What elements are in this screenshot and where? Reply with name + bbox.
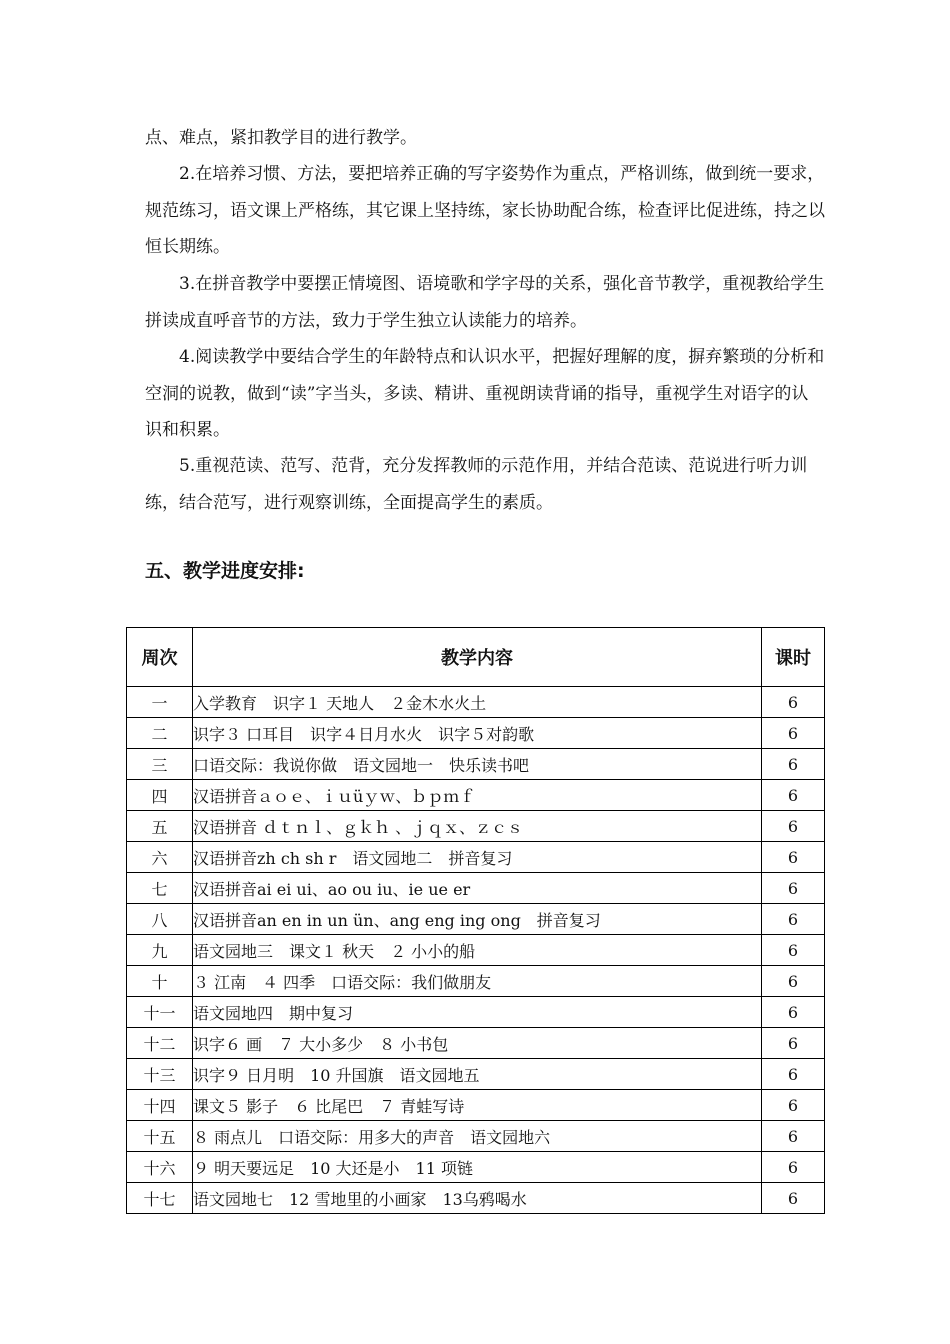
paragraph-writing-habits: 2.在培养习惯、方法，要把培养正确的写字姿势作为重点，严格训练，做到统一要求，规范练习，语文课上严格练，其它课上坚持练，家长协助配合练，检查评比促进练，持之以恒长期练。 [145,164,825,257]
section-title: 五、教学进度安排: [145,560,305,582]
content-cell: 语文园地七 12 雪地里的小画家 13乌鸦喝水 [193,1183,762,1214]
content-cell: 识字９ 日月明 10 升国旗 语文园地五 [193,1059,762,1090]
table-row [127,873,825,904]
table-row [127,904,825,935]
content-cell: 识字６ 画 ７ 大小多少 ８ 小书包 [193,1028,762,1059]
hours-cell: 6 [762,811,825,842]
hours-cell: 6 [762,904,825,935]
table-body [127,687,825,1214]
content-cell: 汉语拼音zh ch sh r 语文园地二 拼音复习 [193,842,762,873]
hours-cell: 6 [762,873,825,904]
table-row [127,935,825,966]
table-row [127,1059,825,1090]
table-row [127,1183,825,1214]
table-row [127,749,825,780]
week-cell: 十三 [127,1059,193,1090]
header-hours: 课时 [762,628,825,687]
week-cell: 一 [127,687,193,718]
content-cell: 口语交际：我说你做 语文园地一 快乐读书吧 [193,749,762,780]
content-cell: 汉语拼音 ｄｔｎｌ、ｇｋｈ 、ｊｑｘ、ｚｃｓ [193,811,762,842]
table-row [127,842,825,873]
content-cell: ３ 江南 ４ 四季 口语交际：我们做朋友 [193,966,762,997]
week-cell: 二 [127,718,193,749]
hours-cell: 6 [762,1183,825,1214]
table-row [127,687,825,718]
content-cell: 识字３ 口耳目 识字４日月水火 识字５对韵歌 [193,718,762,749]
hours-cell: 6 [762,718,825,749]
hours-cell: 6 [762,1028,825,1059]
week-cell: 十六 [127,1152,193,1183]
content-cell: 语文园地四 期中复习 [193,997,762,1028]
content-cell: 语文园地三 课文１ 秋天 ２ 小小的船 [193,935,762,966]
content-cell: ９ 明天要远足 10 大还是小 11 项链 [193,1152,762,1183]
week-cell: 七 [127,873,193,904]
week-cell: 三 [127,749,193,780]
hours-cell: 6 [762,1121,825,1152]
content-cell: 汉语拼音ai ei ui、ao ou iu、ie ue er [193,873,762,904]
hours-cell: 6 [762,1059,825,1090]
hours-cell: 6 [762,997,825,1028]
week-cell: 五 [127,811,193,842]
content-cell: 汉语拼音ａｏｅ、ｉｕüｙｗ、ｂｐｍｆ [193,780,762,811]
week-cell: 十七 [127,1183,193,1214]
week-cell: 八 [127,904,193,935]
week-cell: 十二 [127,1028,193,1059]
table-row [127,997,825,1028]
table-row [127,811,825,842]
hours-cell: 6 [762,935,825,966]
hours-cell: 6 [762,966,825,997]
header-content: 教学内容 [193,628,762,687]
hours-cell: 6 [762,687,825,718]
paragraph-continuation: 点、难点，紧扣教学目的进行教学。 [145,128,417,148]
content-cell: ８ 雨点儿 口语交际：用多大的声音 语文园地六 [193,1121,762,1152]
table-row [127,1028,825,1059]
week-cell: 九 [127,935,193,966]
paragraph-pinyin-teaching: 3.在拼音教学中要摆正情境图、语境歌和学字母的关系，强化音节教学，重视教给学生拼读成直呼音节的方法，致力于学生独立认读能力的培养。 [145,274,825,331]
table-row [127,966,825,997]
schedule-table [126,627,825,1214]
hours-cell: 6 [762,842,825,873]
content-cell: 汉语拼音an en in un ün、ang eng ing ong 拼音复习 [193,904,762,935]
week-cell: 六 [127,842,193,873]
content-cell: 课文５ 影子 ６ 比尾巴 ７ 青蛙写诗 [193,1090,762,1121]
week-cell: 四 [127,780,193,811]
paragraph-reading-teaching: 4.阅读教学中要结合学生的年龄特点和认识水平，把握好理解的度，摒弃繁琐的分析和空洞的说教，做到“读”字当头，多读、精讲、重视朗读背诵的指导，重视学生对语字的认识和积累。 [145,347,825,440]
header-week: 周次 [127,628,193,687]
week-cell: 十五 [127,1121,193,1152]
hours-cell: 6 [762,780,825,811]
table-row [127,1121,825,1152]
hours-cell: 6 [762,1090,825,1121]
week-cell: 十 [127,966,193,997]
week-cell: 十四 [127,1090,193,1121]
hours-cell: 6 [762,1152,825,1183]
table-header-row [127,628,825,687]
week-cell: 十一 [127,997,193,1028]
paragraph-model-reading: 5.重视范读、范写、范背，充分发挥教师的示范作用，并结合范读、范说进行听力训练，结合范写，进行观察训练，全面提高学生的素质。 [145,456,808,513]
content-cell: 入学教育 识字１ 天地人 ２金木水火土 [193,687,762,718]
table-row [127,1152,825,1183]
table-row [127,780,825,811]
table-row [127,718,825,749]
table-row [127,1090,825,1121]
hours-cell: 6 [762,749,825,780]
